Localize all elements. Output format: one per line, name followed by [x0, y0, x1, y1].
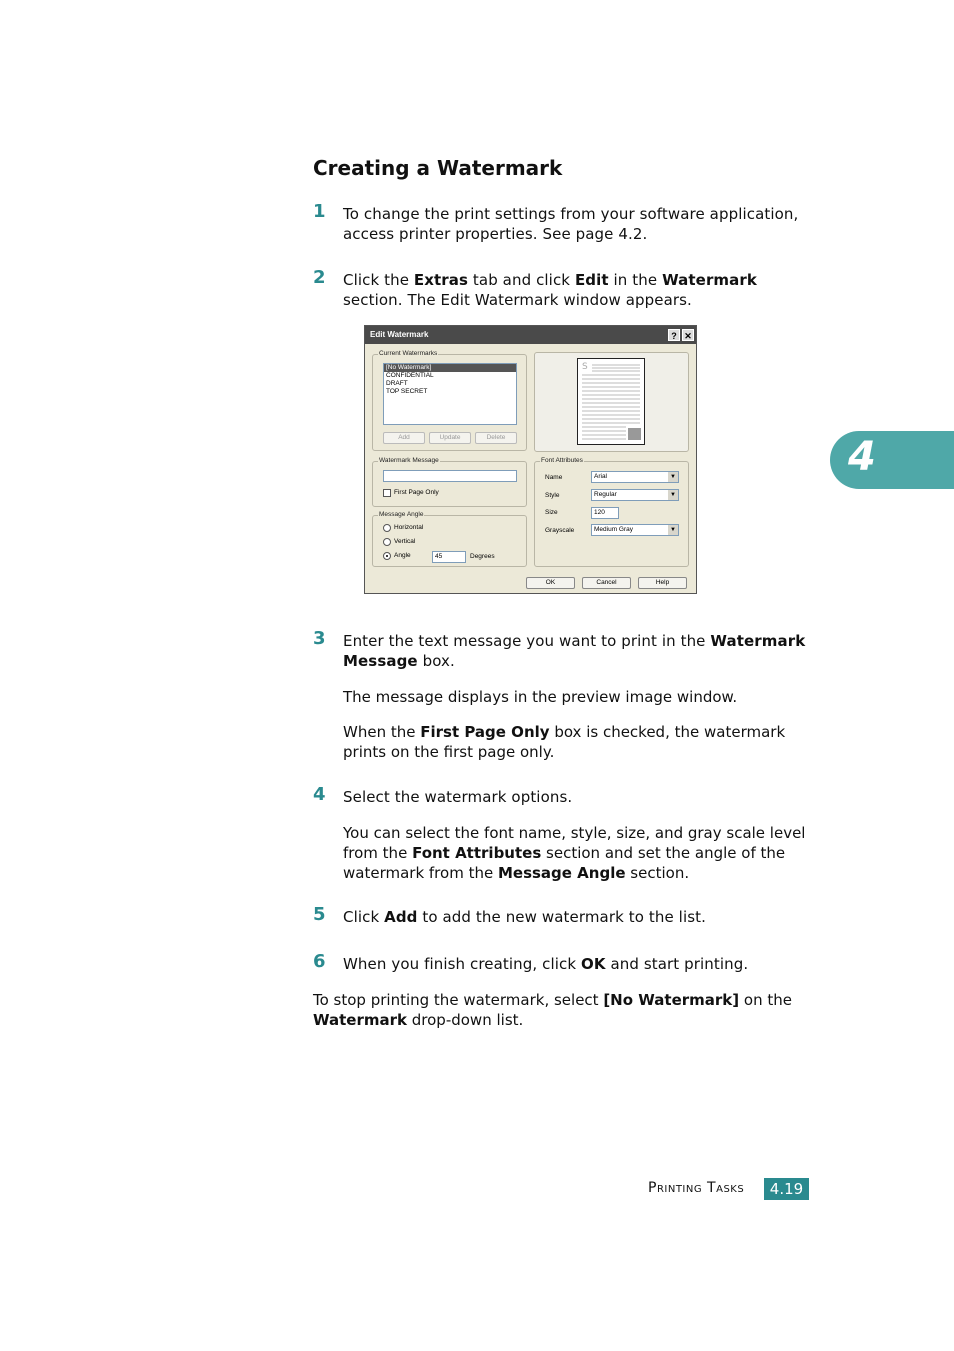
step-1 — [313, 201, 813, 244]
step-text: To change the print settings from your software application, access printer properties. See page 4.2. — [343, 205, 799, 243]
help-title-button[interactable]: ? — [668, 329, 680, 341]
font-style-select[interactable]: Regular ▼ — [591, 489, 679, 501]
cancel-button[interactable]: Cancel — [582, 577, 631, 589]
footer-section: Printing Tasks — [648, 1180, 745, 1196]
chapter-tab — [830, 431, 954, 489]
edit-watermark-dialog — [364, 325, 697, 594]
add-button[interactable]: Add — [383, 432, 425, 444]
font-attributes-group — [534, 457, 689, 567]
angle-label: Angle — [394, 552, 411, 559]
name-label: Name — [545, 474, 563, 481]
step-text: Select the watermark options. — [343, 788, 573, 806]
horizontal-radio[interactable] — [383, 524, 391, 532]
size-label: Size — [545, 509, 558, 516]
step-number: 3 — [313, 628, 326, 649]
message-angle-group — [372, 511, 527, 567]
step-2 — [313, 267, 813, 310]
first-page-only-label: First Page Only — [394, 489, 439, 496]
step-5 — [313, 904, 813, 927]
step-text: When you finish creating, click OK and start printing. — [343, 955, 749, 973]
degrees-label: Degrees — [470, 553, 495, 560]
group-label: Watermark Message — [379, 457, 439, 464]
watermark-message-group — [372, 457, 527, 507]
close-icon[interactable]: ✕ — [682, 329, 694, 341]
list-item[interactable]: TOP SECRET — [386, 388, 428, 395]
step-number: 1 — [313, 201, 326, 222]
angle-stepper[interactable]: 45 — [432, 551, 466, 563]
grayscale-select[interactable]: Medium Gray ▼ — [591, 524, 679, 536]
vertical-label: Vertical — [394, 538, 416, 545]
closing-note: To stop printing the watermark, select [No Watermark] on the Watermark drop-down list. — [313, 991, 792, 1029]
group-label: Current Watermarks — [379, 350, 438, 357]
current-watermarks-group — [372, 350, 527, 451]
angle-radio[interactable] — [383, 552, 391, 560]
font-size-stepper[interactable]: 120 — [591, 507, 619, 519]
chevron-down-icon: ▼ — [668, 490, 678, 500]
step-number: 2 — [313, 267, 326, 288]
preview-lines — [578, 359, 644, 444]
step-text: Enter the text message you want to print in the Watermark Message box. — [343, 632, 806, 670]
step-3 — [313, 628, 813, 671]
step-4-note: You can select the font name, style, size, and gray scale level from the Font Attributes section and set the angle of the watermark from the Message Angle section. — [343, 824, 806, 882]
step-number: 5 — [313, 904, 326, 925]
list-item[interactable]: DRAFT — [386, 380, 408, 387]
chapter-number: 4 — [848, 434, 876, 480]
list-item[interactable]: [No Watermark] — [384, 364, 516, 372]
page-number: 4.19 — [764, 1178, 809, 1200]
chevron-down-icon: ▼ — [668, 472, 678, 482]
dialog-title: Edit Watermark — [365, 326, 696, 344]
chevron-down-icon: ▼ — [668, 525, 678, 535]
group-label: Message Angle — [379, 511, 424, 518]
step-4 — [313, 784, 813, 807]
step-number: 4 — [313, 784, 326, 805]
ok-button[interactable]: OK — [526, 577, 575, 589]
style-label: Style — [545, 492, 560, 499]
update-button[interactable]: Update — [429, 432, 471, 444]
watermark-message-input[interactable] — [383, 470, 517, 482]
group-label: Font Attributes — [541, 457, 583, 464]
step-6 — [313, 951, 813, 974]
watermark-preview — [577, 358, 645, 445]
horizontal-label: Horizontal — [394, 524, 424, 531]
preview-letter: S — [582, 362, 588, 372]
step-3-note-1: The message displays in the preview image window. — [343, 688, 738, 706]
font-name-select[interactable]: Arial ▼ — [591, 471, 679, 483]
list-item[interactable]: CONFIDENTIAL — [386, 372, 434, 379]
help-button[interactable]: Help — [638, 577, 687, 589]
step-number: 6 — [313, 951, 326, 972]
page-title: Creating a Watermark — [313, 156, 563, 180]
step-text: Click Add to add the new watermark to the list. — [343, 908, 706, 926]
grayscale-label: Grayscale — [545, 527, 575, 534]
step-3-note-2: When the First Page Only box is checked, the watermark prints on the first page only. — [343, 723, 786, 761]
vertical-radio[interactable] — [383, 538, 391, 546]
watermark-list[interactable] — [383, 363, 517, 425]
first-page-only-checkbox[interactable] — [383, 489, 391, 497]
step-text: Click the Extras tab and click Edit in the Watermark section. The Edit Watermark window appears. — [343, 271, 757, 309]
delete-button[interactable]: Delete — [475, 432, 517, 444]
